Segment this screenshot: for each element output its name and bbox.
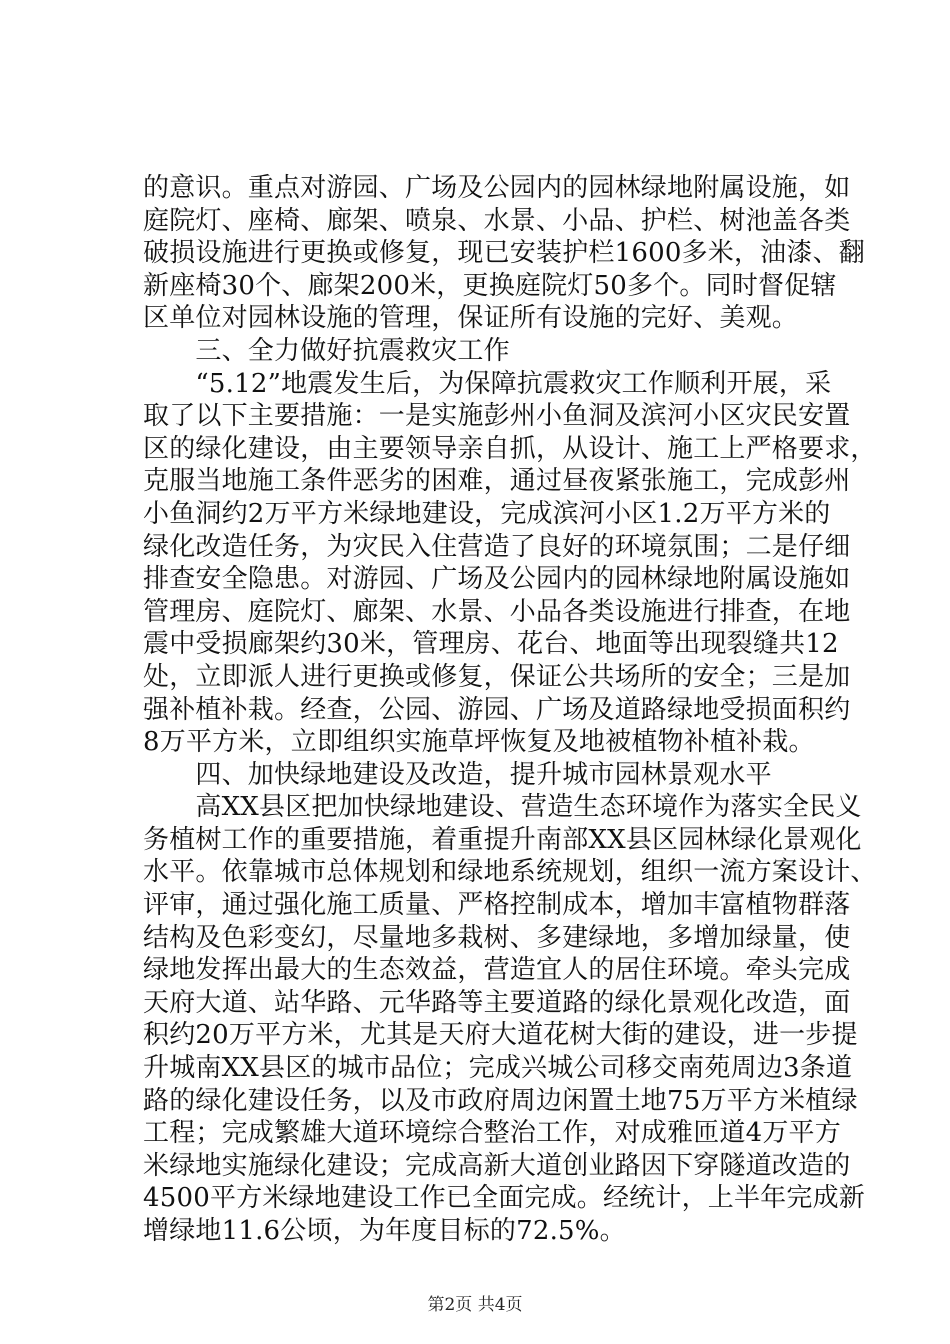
text-line: 水平。依靠城市总体规划和绿地系统规划，组织一流方案设计、 [143, 857, 877, 888]
section-heading: 三、全力做好抗震救灾工作 [143, 335, 510, 366]
text-line: 管理房、庭院灯、廊架、水景、小品各类设施进行排查，在地 [143, 596, 851, 627]
text-line: 区单位对园林设施的管理，保证所有设施的完好、美观。 [143, 303, 799, 334]
page-number-footer: 第2页 共4页 [427, 1295, 523, 1315]
text-line: 小鱼洞约2万平方米绿地建设，完成滨河小区1.2万平方米的 [143, 498, 831, 529]
text-line: 4500平方米绿地建设工作已全面完成。经统计，上半年完成新 [143, 1183, 865, 1214]
text-line: 高XX县区把加快绿地建设、营造生态环境作为落实全民义 [143, 792, 862, 823]
text-line: 克服当地施工条件恶劣的困难，通过昼夜紧张施工，完成彭州 [143, 466, 851, 497]
text-line: 增绿地11.6公顷，为年度目标的72.5%。 [143, 1216, 626, 1246]
text-line: 绿地发挥出最大的生态效益，营造宜人的居住环境。牵头完成 [143, 955, 851, 986]
text-line: 米绿地实施绿化建设；完成高新大道创业路因下穿隧道改造的 [143, 1150, 851, 1181]
text-line: 震中受损廊架约30米，管理房、花台、地面等出现裂缝共12 [143, 629, 839, 660]
text-line: 区的绿化建设，由主要领导亲自抓，从设计、施工上严格要求， [143, 433, 877, 464]
text-line: 天府大道、站华路、元华路等主要道路的绿化景观化改造，面 [143, 987, 851, 1018]
text-line: 庭院灯、座椅、廊架、喷泉、水景、小品、护栏、树池盖各类 [143, 205, 851, 236]
text-line: 8万平方米，立即组织实施草坪恢复及地被植物补植补栽。 [143, 727, 815, 758]
text-line: 工程；完成繁雄大道环境综合整治工作，对成雅匝道4万平方 [143, 1118, 841, 1149]
text-line: 强补植补栽。经查，公园、游园、广场及道路绿地受损面积约 [143, 694, 851, 725]
text-line: 处，立即派人进行更换或修复，保证公共场所的安全；三是加 [143, 661, 851, 692]
text-line: 破损设施进行更换或修复，现已安装护栏1600多米，油漆、翻 [143, 238, 865, 269]
document-body [143, 172, 877, 1248]
text-line: 新座椅30个、廊架200米，更换庭院灯50多个。同时督促辖 [143, 270, 837, 301]
text-line: 积约20万平方米，尤其是天府大道花树大街的建设，进一步提 [143, 1020, 858, 1051]
text-line: 排查安全隐患。对游园、广场及公园内的园林绿地附属设施如 [143, 564, 851, 595]
text-line: 路的绿化建设任务，以及市政府周边闲置土地75万平方米植绿 [143, 1085, 858, 1116]
text-line: “5.12”地震发生后，为保障抗震救灾工作顺利开展，采 [143, 368, 832, 399]
text-line: 的意识。重点对游园、广场及公园内的园林绿地附属设施，如 [143, 173, 851, 203]
section-heading: 四、加快绿地建设及改造，提升城市园林景观水平 [143, 759, 772, 790]
text-line: 取了以下主要措施：一是实施彭州小鱼洞及滨河小区灾民安置 [143, 401, 851, 432]
text-line: 评审，通过强化施工质量、严格控制成本，增加丰富植物群落 [143, 890, 851, 921]
text-line: 升城南XX县区的城市品位；完成兴城公司移交南苑周边3条道 [143, 1053, 853, 1084]
text-line: 务植树工作的重要措施，着重提升南部XX县区园林绿化景观化 [143, 824, 862, 855]
text-line: 结构及色彩变幻，尽量地多栽树、多建绿地，多增加绿量，使 [143, 922, 851, 953]
text-line: 绿化改造任务，为灾民入住营造了良好的环境氛围；二是仔细 [143, 531, 851, 562]
